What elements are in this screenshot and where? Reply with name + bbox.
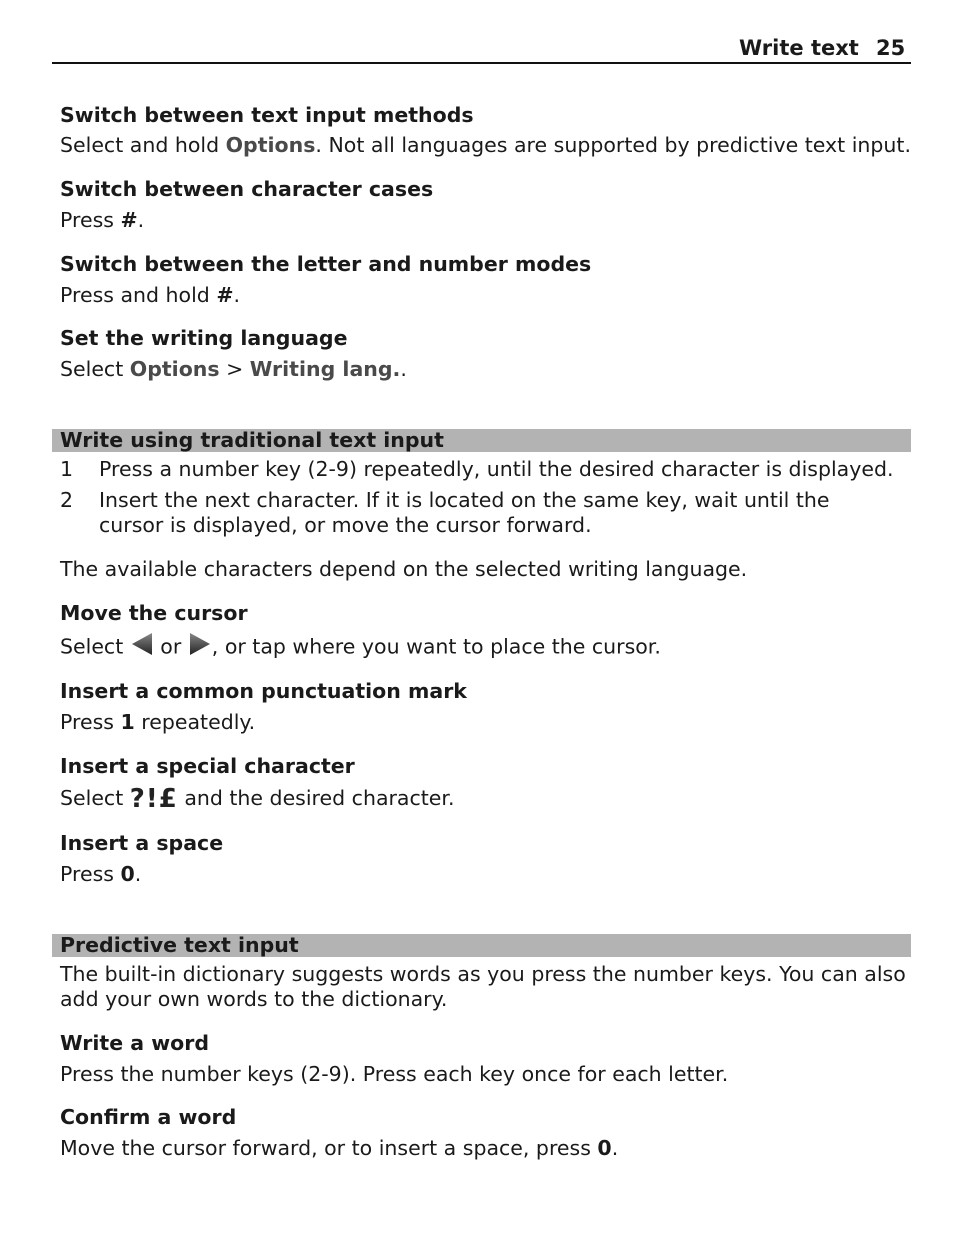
options-ui-label: Options <box>225 133 316 157</box>
heading-insert-space: Insert a space <box>60 831 224 855</box>
text-switch-modes: Press and hold #. <box>60 283 241 307</box>
text-insert-space: Press 0. <box>60 862 142 886</box>
hash-key: # <box>120 208 138 232</box>
one-key: 1 <box>120 710 135 734</box>
step-number: 2 <box>60 488 74 512</box>
page-number: 25 <box>876 36 906 60</box>
left-arrow-icon <box>130 631 154 664</box>
header-rule <box>52 62 911 64</box>
text-special-character: Select ?!£ and the desired character. <box>60 784 455 814</box>
special-character-icon: ?!£ <box>129 784 178 814</box>
heading-punctuation: Insert a common punctuation mark <box>60 679 467 703</box>
step-text: Insert the next character. If it is located on the same key, wait until the cursor is displayed, or move the cursor forward. <box>99 488 830 537</box>
text-punctuation: Press 1 repeatedly. <box>60 710 256 734</box>
text-write-word: Press the number keys (2-9). Press each key once for each letter. <box>60 1062 729 1086</box>
text-switch-methods: Select and hold Options. Not all languages are supported by predictive text input. <box>60 133 911 157</box>
step-number: 1 <box>60 457 74 481</box>
section-title-predictive: Predictive text input <box>60 933 299 957</box>
text-writing-language: Select Options > Writing lang.. <box>60 357 407 381</box>
writing-lang-ui-label: Writing lang. <box>249 357 401 381</box>
section-title-traditional: Write using traditional text input <box>60 428 444 452</box>
zero-key: 0 <box>120 862 135 886</box>
text-switch-case: Press #. <box>60 208 145 232</box>
step-text: Press a number key (2-9) repeatedly, until the desired character is displayed. <box>99 457 894 481</box>
zero-key: 0 <box>597 1136 612 1160</box>
heading-switch-case: Switch between character cases <box>60 177 434 201</box>
note-available-characters: The available characters depend on the selected writing language. <box>60 557 748 581</box>
heading-confirm-word: Confirm a word <box>60 1105 237 1129</box>
text-move-cursor: Select or , or tap where you want to place the cursor. <box>60 631 661 664</box>
heading-switch-modes: Switch between the letter and number modes <box>60 252 592 276</box>
heading-switch-methods: Switch between text input methods <box>60 103 474 127</box>
text-confirm-word: Move the cursor forward, or to insert a space, press 0. <box>60 1136 619 1160</box>
heading-writing-language: Set the writing language <box>60 326 348 350</box>
section-bar-traditional <box>52 429 911 452</box>
intro-predictive: The built-in dictionary suggests words as you press the number keys. You can also add your own words to the dictionary. <box>60 962 906 1011</box>
header-title: Write text <box>739 36 859 60</box>
heading-move-cursor: Move the cursor <box>60 601 248 625</box>
section-bar-predictive <box>52 934 911 957</box>
heading-special-character: Insert a special character <box>60 754 355 778</box>
hash-key: # <box>216 283 234 307</box>
options-ui-label: Options <box>129 357 220 381</box>
heading-write-word: Write a word <box>60 1031 210 1055</box>
right-arrow-icon <box>188 631 212 664</box>
